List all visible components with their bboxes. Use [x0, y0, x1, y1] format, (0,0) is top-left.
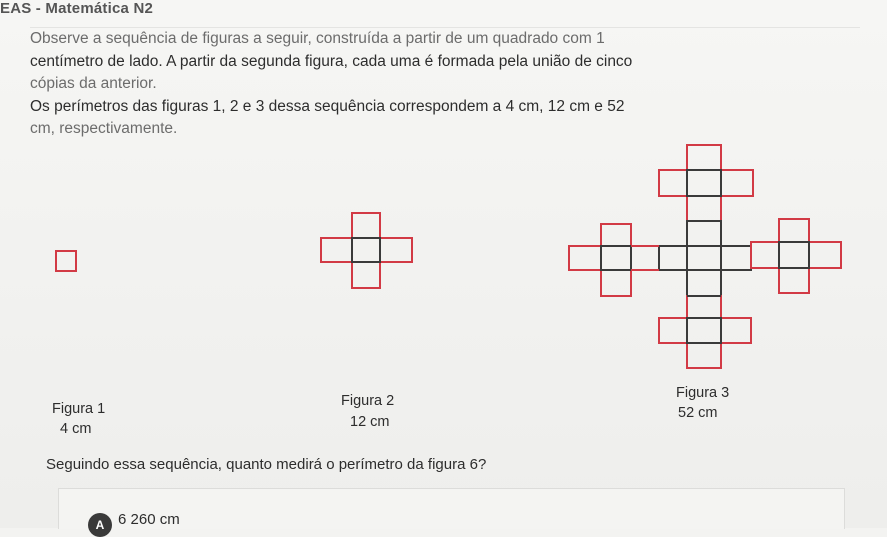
figure-1-name: Figura 1 [52, 401, 106, 417]
question-text: Seguindo essa sequência, quanto medirá o perímetro da figura 6? [46, 456, 487, 473]
option-a-text[interactable]: 6 260 cm [118, 511, 180, 528]
figure-3-name: Figura 3 [676, 385, 730, 401]
figure-2-name: Figura 2 [341, 393, 395, 409]
figure-1-perimeter: 4 cm [60, 421, 92, 437]
figure-3-fractal [569, 145, 841, 368]
statement-line-4: Os perímetros das figuras 1, 2 e 3 dessa sequência correspondem a 4 cm, 12 cm e 52 [30, 97, 625, 115]
statement-line-3: cópias da anterior. [30, 75, 157, 92]
statement-line-1: Observe a sequência de figuras a seguir, construída a partir de um quadrado com 1 [30, 30, 605, 47]
page-title: EAS - Matemática N2 [0, 0, 154, 17]
figure-2-perimeter: 12 cm [350, 414, 390, 430]
option-a-letter[interactable]: A [88, 513, 112, 537]
figure-1-square [56, 251, 76, 271]
statement-line-5: cm, respectivamente. [30, 120, 178, 137]
figure-2-cross [321, 213, 412, 288]
statement-line-2: centímetro de lado. A partir da segunda figura, cada uma é formada pela união de cinco [30, 52, 633, 70]
figure-3-perimeter: 52 cm [678, 405, 718, 421]
